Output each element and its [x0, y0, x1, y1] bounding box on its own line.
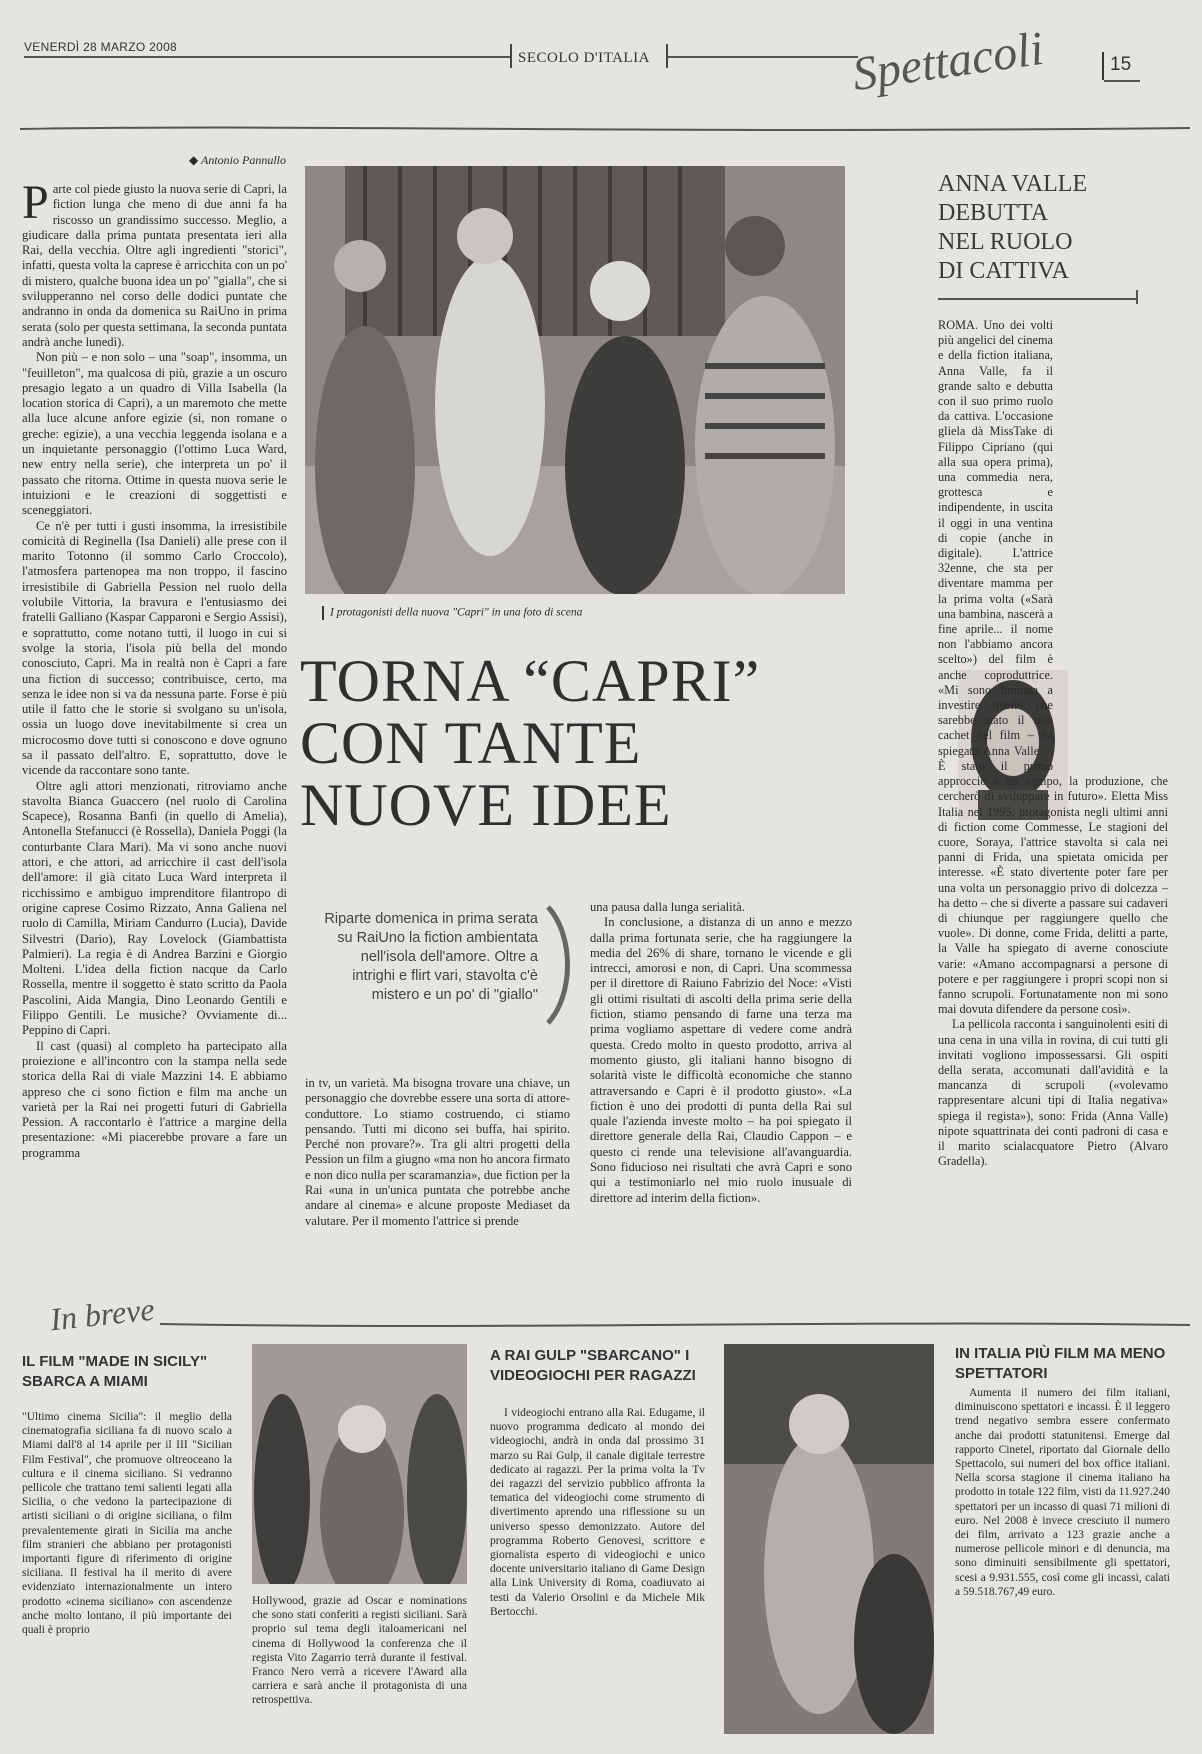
brief-1-scene [252, 1344, 467, 1584]
sidebar-headline-line: DEBUTTA [938, 200, 1049, 226]
caption-text: I protagonisti della nuova "Capri" in una foto di scena [330, 606, 583, 619]
sidebar-headline [938, 170, 1168, 286]
brief-text [955, 1386, 1170, 1736]
header-wave-rule [20, 122, 1190, 136]
brief-paragraph: Aumenta il numero dei film italiani, diminuiscono spettatori e incassi. È il leggero trend negativo sembra essere confermato anche dai prodotti statunitensi. Emerge dal rapporto Cinetel, riportato dal Giornale dello Spettacolo, sui numeri del box office italiani. Nella scorsa stagione il cinema italiano ha prodotto in totale 122 film, visti da 11.927.240 spettatori per un incasso di quasi 71 milioni di euro. Nel 2008 è invece cresciuto il numero dei film, arrivato a 123 grazie anche a numerose pellicole minori e di denuncia, ma sono diminuiti sensibilmente gli spettatori, scesi a 9.931.555, così come gli incassi, calati a 59.518.767,49 euro. [955, 1387, 1170, 1598]
photo-spacer [1053, 318, 1168, 768]
article-paragraph: Oltre agli attori menzionati, ritroviamo anche stavolta Bianca Guaccero (nel ruolo di Carolina Scapece), Rosanna Banfi (in quello di Amelia), Antonella Stefanucci (è Rossella), Daniela Poggi (la conturbante Clara Mari). Ma vi sono anche nuovi attori, e che attori, ad arricchire il cast dell'isola dell'amore: il già citato Luca Ward interpreta il ricchissimo e ambiguo imprenditore filantropo di origine caprese Cosimo Rizzato, Anna Galiena nel ruolo di Camilla, Miriam Candurro (Lucia), Davide Silvestri (Dario), Ray Lovelock (Giambattista Palmieri). La regia è di Andrea Barzini e Giorgio Molteni. L'idea della fiction nacque da Carlo Rossella, mentre il soggetto è stato scritto da Paola Pascolini, Aida Mangia, Dino Leonardo Gentili e Filippo Gentili. Le musiche? Ovviamente di... Peppino di Capri. [22, 778, 287, 1038]
author-name: Antonio Pannullo [201, 153, 286, 167]
headline-line: CON TANTE [300, 710, 642, 776]
brief-paragraph: Hollywood, grazie ad Oscar e nominations che sono stati conferiti a registi siciliani. Sarà proprio sul tema degli italoamericani nel cinema di Hollywood la conferenza che il regista Vito Zagarrio terrà durante il festival. Franco Nero verrà a ricevere l'Award alla carriera e sarà anche il protagonista di una retrospettiva. [252, 1595, 467, 1707]
page-number-divider [1102, 52, 1104, 80]
article-paragraph: una pausa dalla lunga serialità. [590, 900, 745, 914]
article-column-1 [22, 182, 287, 1276]
sidebar-headline-rule [938, 298, 1138, 300]
article-column-2 [305, 1076, 570, 1276]
main-headline [300, 650, 860, 836]
article-paragraph: Non più – e non solo – una "soap", insomma, un "feuilleton", ma qualcosa di più, grazie a un oscuro presagio legato a un quadro di Villa Isabella (la location storica di Capri), a un maremoto che mette alla luce alcune anfore egizie (sì, non romane o greche: egizie), a una vecchia leggenda isolana e a un inquietante personaggio (l'ottimo Luca Ward, new entry nella serie), che interpreta un po' il passato che ritorna. Ottime in questa nuova serie le intuizioni e le creazioni di soggettisti e sceneggiatori. [22, 350, 287, 518]
brief-title: A RAI GULP "SBARCANO" I VIDEOGIOCHI PER RAGAZZI [490, 1347, 696, 1384]
sidebar-headline-rule-end [1136, 290, 1138, 304]
brief-title: IL FILM "MADE IN SICILY" SBARCA A MIAMI [22, 1353, 208, 1390]
brief-2-scene [724, 1344, 934, 1734]
author-line [150, 153, 286, 168]
headline-line: NUOVE IDEE [300, 772, 672, 838]
diamond-icon: ◆ [188, 153, 201, 167]
newspaper-name: SECOLO D'ITALIA [518, 50, 650, 66]
article-paragraph: Ce n'è per tutti i gusti insomma, la irresistibile comicità di Reginella (Isa Danieli) alle prese con il marito Totonno (il sommo Carlo Croccolo), l'atmosfera partenopea ma non troppo, il fascino irresistibile di Gabriella Pession nel ruolo della volubile Vittoria, la bravura e l'entusiasmo dei fratelli Galliano (Kaspar Capparoni e Sergio Assisi), e soprattutto, come notano tutti, il luogo in cui si svolge la storia, l'isola più bella del mondo conosciuto, Capri. Ma in realtà non è Capri a fare una fiction di successo; contribuisce, certo, ma senza le idee non si va da nessuna parte. Forse è più utile il fatto che le storie si svolgano su un'isola, ossia un luogo dove inevitabilmente si crea un microcosmo dove tutti si conoscono e dove ognuno sa il passato dell'altro. E, soprattutto, dove le vicende da raccontare sono tante. [22, 518, 287, 778]
drop-cap: P [22, 182, 49, 229]
in-breve-label: In breve [48, 1290, 157, 1338]
brief-2-photo [724, 1344, 934, 1734]
article-paragraph: In conclusione, a distanza di un anno e mezzo dalla prima fortunata serie, che ha raggiungere la media del 26% di share, tornano le vicende e gli intrecci, amorosi e non, di Capri. Una scommessa per il direttore di Raiuno Fabrizio del Noce: «Visti gli ottimi risultati di ascolti della prima serie della fiction, stiamo pensando di farne una terza ma prima vogliamo aspettare di vedere come andrà questa. Credo molto in questo prodotto, arriva al momento giusto, gli italiani hanno bisogno di solarità viste le difficoltà economiche che stanno attraversando e Capri è il prodotto giusto». «La fiction è uno dei prodotti di punta della Rai sul quale l'azienda investe molto – ha poi spiegato il direttore generale della Rai, Claudio Cappon – e questo ci rende una televisione all'avanguardia. Sono fiducioso nei risultati che avrà Capri e sono qui a testimoniarlo nel mio ruolo inusuale di direttore ad interim della fiction». [590, 915, 852, 1205]
section-name: Spettacoli [849, 21, 1047, 102]
article-paragraph: arte col piede giusto la nuova serie di Capri, la fiction lunga che meno di due anni fa ha riscosso un grandissimo successo. Meglio, a giudicare dalla prima puntata presentata ieri alla Rai, della vecchia. Oltre agli ingredienti "storici", infatti, questa volta la caprese è arricchita con un po' di mistero, qualche buona idea un po' "gialla", che si svilupperanno nel corso delle dodici puntate che andranno in onda da domenica su RaiUno in prima serata (solo per questa settimana, la seconda puntata andrà anche lunedì). [22, 182, 287, 349]
article-paragraph: in tv, un varietà. Ma bisogna trovare una chiave, un personaggio che dovrebbe essere una sorta di attore-conduttore. Lo stiamo costruendo, ci stiamo pensando. Tutti mi dicono sei buffa, hai spirito. Perché non provare?». Tra gli altri progetti della Pession un film a giugno «ma non ho ancora firmato e non dico nulla per scaramanzia», due fiction per la Rai «una in un'unica puntata che potrebbe anche andare al cinema» e alcune proposte Mediaset da valutare. Per il momento l'attrice si prende [305, 1076, 570, 1228]
main-photo [305, 166, 845, 594]
caption-bar [322, 606, 324, 620]
sidebar-headline-line: NEL RUOLO [938, 229, 1073, 255]
article-paragraph: Il cast (quasi) al completo ha partecipato alla proiezione e all'incontro con la stampa nella sede storica della Rai di viale Mazzini 14. E abbiamo appreso che ci sono fiction e film ma anche un varietà per la Rai nei progetti futuri di Gabriella Pession. A raccontarlo è l'attrice a margine della presentazione: «Mi piacerebbe provare a fare un programma [22, 1038, 287, 1160]
header-divider-left [510, 44, 512, 68]
main-photo-scene [305, 166, 845, 594]
brief-1-photo [252, 1344, 467, 1584]
brief-title: IN ITALIA PIÙ FILM MA MENO SPETTATORI [955, 1345, 1166, 1382]
photo-caption [322, 606, 822, 620]
sidebar-paragraph: La pellicola racconta i sanguinolenti esiti di una cena in una villa in rovina, di cui tutti gli invitati vogliono impossessarsi. Gli ospiti della serata, accomunati dall'avidità e la mancanza di scrupoli («volevamo rappresentare alcuni tipi di Italia negativa» spiega il regista»), sono: Frida (Anna Valle) nipote squattrinata dei conti padroni di casa e il marito scialacquatore Pietro (Alvaro Gradella). [938, 1017, 1168, 1169]
article-subtitle: Riparte domenica in prima serata su RaiUno la fiction ambientata nell'isola dell'amore. Oltre a intrighi e flirt vari, stavolta c'è mistero e un po' di "giallo" [324, 911, 538, 1003]
page-number: 15 [1110, 54, 1132, 75]
brief-paragraph: I videogiochi entrano alla Rai. Edugame, il nuovo programma dedicato al mondo dei videogiochi, andrà in onda dal prossimo 31 marzo su Rai Gulp, il canale digitale terrestre dedicato ai ragazzi. Per la prima volta la Tv dei ragazzi del servizio pubblico affronta la tematica del videogiochi come strumento di divertimento aprendo una riflessione su un universo spesso demonizzato. Autore del programma Roberto Genovesi, scrittore e giornalista esperto di videogiochi e unico docente universitario italiano di Game Design alla Link University di Roma, coadiuvato ai testi da Valerio Orsolini e da Michele Mik Bertocchi. [490, 1407, 705, 1618]
article-column-3 [590, 900, 852, 1276]
page-number-underline [1104, 80, 1140, 82]
in-breve-rule [20, 1318, 1190, 1332]
issue-date: VENERDÌ 28 MARZO 2008 [24, 40, 178, 54]
brief-text [490, 1406, 705, 1736]
sidebar-headline-line: ANNA VALLE [938, 171, 1088, 197]
subtitle-bracket [540, 905, 580, 1025]
sidebar-text [938, 318, 1168, 1268]
headline-line: TORNA “CAPRI” [300, 648, 761, 714]
masthead [0, 0, 1202, 150]
brief-paragraph: "Ultimo cinema Sicilia": il meglio della cinematografia siciliana fa di nuovo scalo a Miami dall'8 al 14 aprile per il III "Sicilian Film Festival", che promuove oltreoceano la cultura e il cinema siciliano. Si vedranno pellicole che trattano temi salienti legati alla Sicilia, o che vedono la partecipazione di artisti siciliani o di origine siciliana, o film prevalentemente girati in Sicilia ma anche film stranieri che abbiano per protagonisti importanti figure di riferimento di origine siciliana. Il festival ha il merito di avere evidenziato internazionalmente un intero prodotto «cinema siciliano» con ascendenze anche molto lontano, il più importante dei quali è proprio [22, 1411, 232, 1637]
brief-text [22, 1410, 232, 1736]
brief-text-continued [252, 1594, 467, 1736]
sidebar-headline-line: DI CATTIVA [938, 258, 1069, 284]
header-rule-left [24, 56, 510, 58]
header-rule-right [668, 56, 858, 58]
sidebar-paragraph: ROMA. Uno dei volti più angelici del cinema e della fiction italiana, Anna Valle, fa il grande salto e debutta con il suo primo ruolo da cattiva. L'occasione gliela dà MissTake di Filippo Cipriano (qui alla sua opera prima), una commedia nera, grottesca e indipendente, in uscita il oggi in una ventina di copie (anche in digitale). L'attrice 32enne, che sta per diventare mamma per la prima volta («Sarà una bambina, nascerà a fine aprile... il nome non l'abbiamo ancora scelto») del film è anche coproduttrice. «Mi sono limitata a investire quello che sarebbe stato il mio cachet nel film – ha spiegato Anna Valle –. È stato il primo approccio a un campo, la produzione, che cercherò di sviluppare in futuro». Eletta Miss Italia nel 1995, protagonista negli ultimi anni di fiction come Commesse, Le stagioni del cuore, Soraya, l'attrice stavolta si cala nei panni di Frida, una spietata omicida per interesse. «È stato divertente poter fare per una volta un personaggio privo di dolcezza – ha detto – che si diverte a passare sui cadaveri di chiunque per raggiungere quello che vuole». Di donne, come Frida, delitti a parte, la Valle ha spiegato di averne conosciute varie: «Amano accompagnarsi a persone di potere e per raggiungere i propri scopi non si fanno scrupoli. Fortunatamente non mi sono mai dovuta difendere da persone così». [938, 318, 1168, 1017]
